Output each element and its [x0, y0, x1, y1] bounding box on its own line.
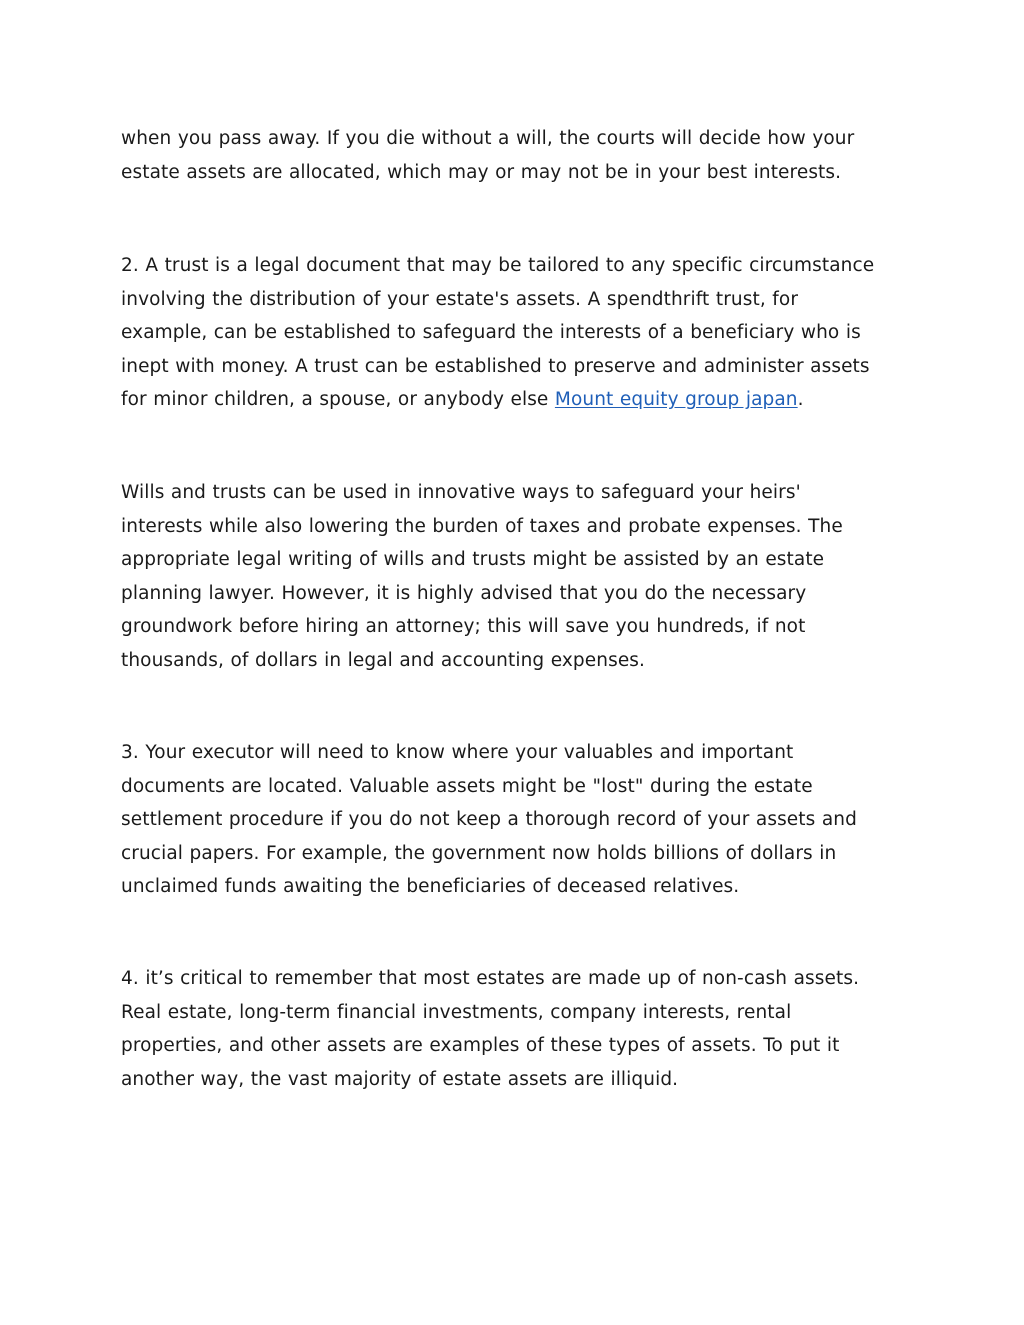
text-line: 3. Your executor will need to know where your valuables and important: [121, 742, 794, 763]
paragraph-non-cash-assets: [121, 962, 911, 1096]
text-line-with-link: [121, 383, 911, 417]
text-line: 4. it’s critical to remember that most estates are made up of non-cash assets.: [121, 968, 860, 989]
text-line: properties, and other assets are examples of these types of assets. To put it: [121, 1035, 840, 1056]
text-line: Real estate, long-term financial investments, company interests, rental: [121, 1001, 792, 1023]
text-line: involving the distribution of your estate's assets. A spendthrift trust, for: [121, 288, 799, 310]
text-line: appropriate legal writing of wills and trusts might be assisted by an estate: [121, 549, 825, 570]
paragraph-trust: [121, 249, 911, 417]
paragraph-wills-and-trusts: [121, 476, 911, 677]
text-line: another way, the vast majority of estate assets are illiquid.: [121, 1068, 679, 1090]
text-line: inept with money. A trust can be established to preserve and administer assets: [121, 355, 870, 377]
text-line: unclaimed funds awaiting the beneficiaries of deceased relatives.: [121, 876, 740, 897]
mount-equity-group-link[interactable]: Mount equity group japan: [554, 389, 798, 410]
text-line: documents are located. Valuable assets might be "lost" during the estate: [121, 775, 813, 797]
text-line: example, can be established to safeguard the interests of a beneficiary who is: [121, 322, 861, 343]
text-line: Wills and trusts can be used in innovative ways to safeguard your heirs': [121, 482, 801, 503]
text-line: crucial papers. For example, the government now holds billions of dollars in: [121, 842, 837, 864]
text-line: estate assets are allocated, which may or may not be in your best interests.: [121, 161, 842, 183]
paragraph-will-intro: [121, 122, 911, 189]
text-line: interests while also lowering the burden of taxes and probate expenses. The: [121, 515, 843, 537]
text-line: 2. A trust is a legal document that may be tailored to any specific circumstance: [121, 255, 875, 276]
text-fragment: for minor children, a spouse, or anybody else: [121, 389, 555, 410]
text-line: groundwork before hiring an attorney; this will save you hundreds, if not: [121, 616, 806, 637]
text-line: thousands, of dollars in legal and accounting expenses.: [121, 649, 646, 671]
text-line: when you pass away. If you die without a will, the courts will decide how your: [121, 128, 855, 149]
text-line: settlement procedure if you do not keep a thorough record of your assets and: [121, 809, 857, 830]
text-line: planning lawyer. However, it is highly advised that you do the necessary: [121, 582, 807, 604]
text-fragment: .: [797, 389, 804, 410]
paragraph-executor: [121, 736, 911, 904]
